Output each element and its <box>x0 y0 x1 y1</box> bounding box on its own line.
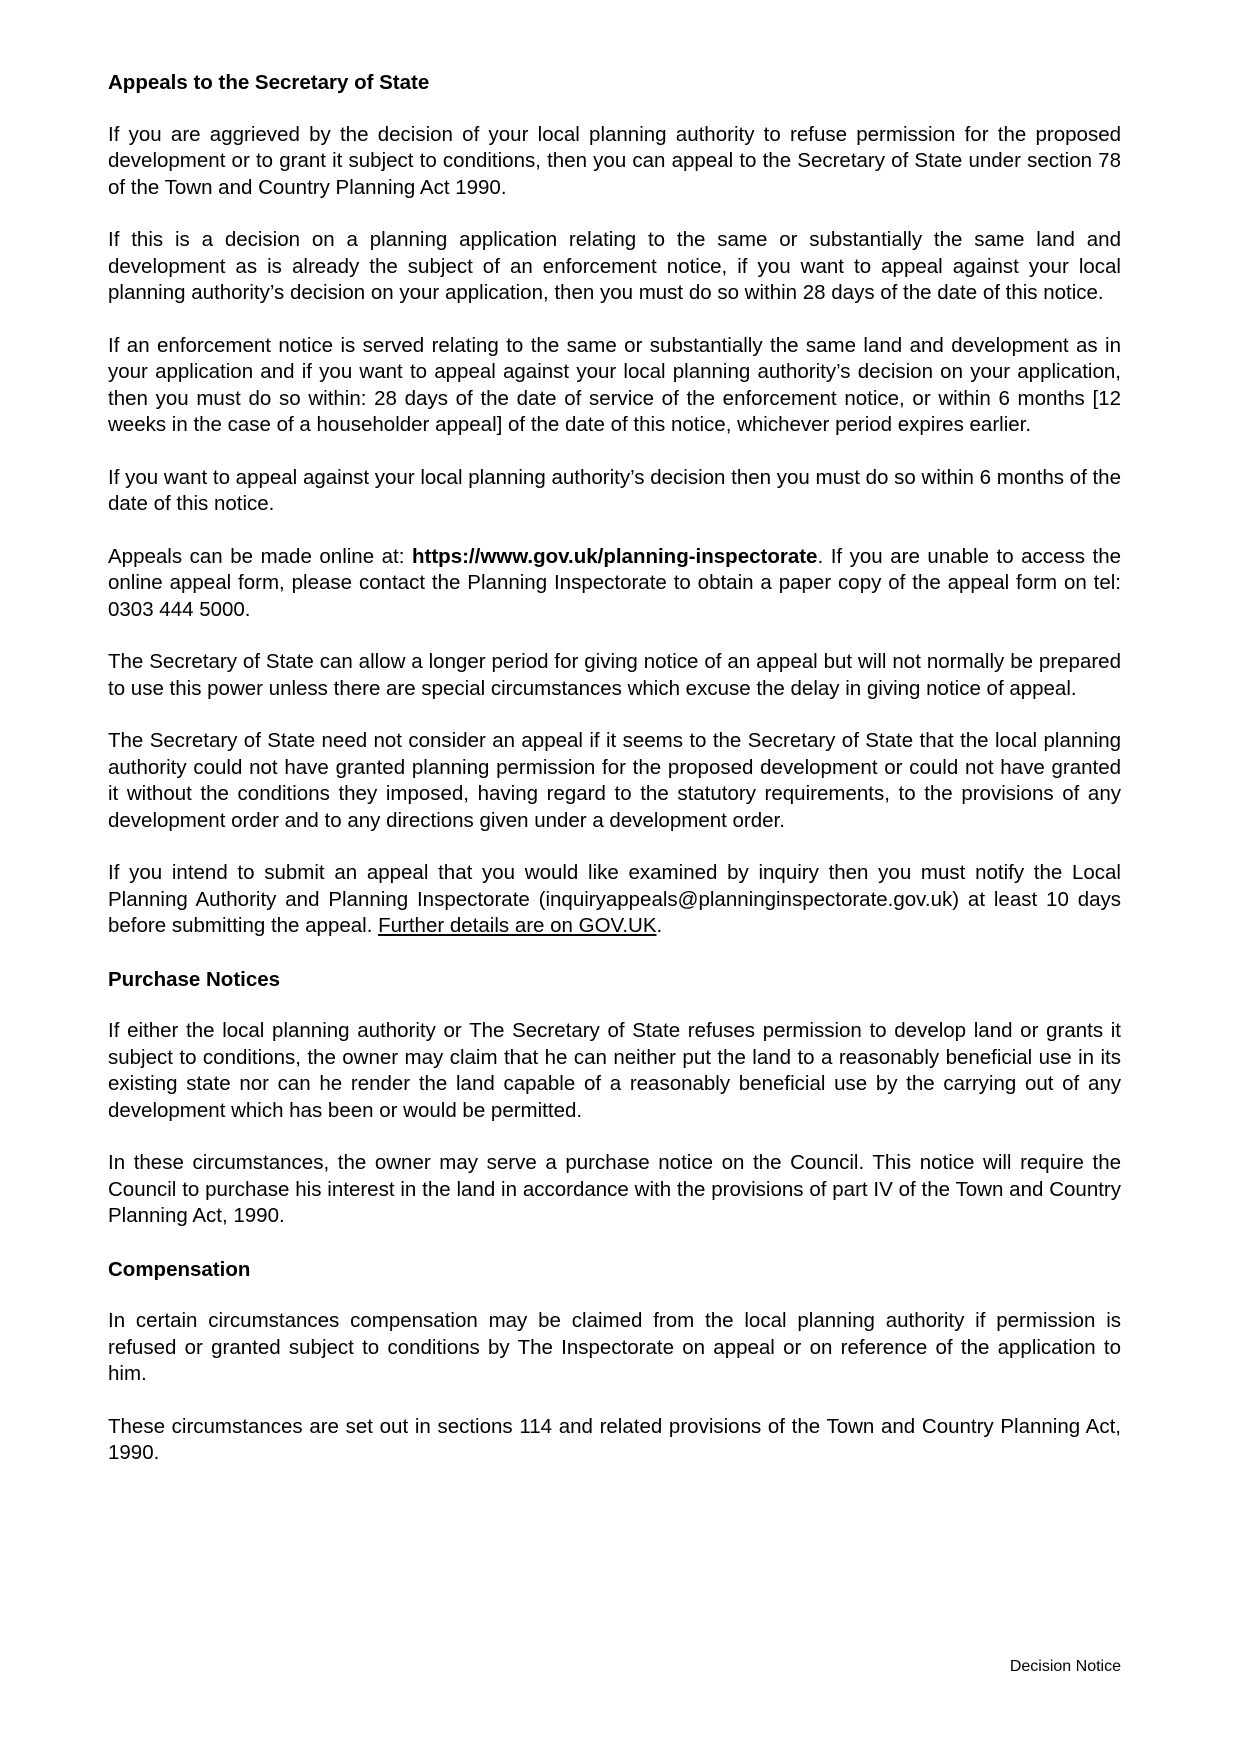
appeals-paragraph-6: The Secretary of State can allow a longer period for giving notice of an appeal but will not normally be prepared to use this power unless there are special circumstances which excuse the delay in giving notice of appeal. <box>108 650 1121 700</box>
appeals-online-text-after: . If you are unable to access the online appeal form, please contact the Planning Inspectorate to obtain a paper copy of the appeal form on tel: 0303 444 5000. <box>108 544 1122 621</box>
appeals-paragraph-7: The Secretary of State need not consider an appeal if it seems to the Secretary of State that the local planning authority could not have granted planning permission for the proposed development or could not have granted it without the conditions they imposed, having regard to the statutory requirements, to the provisions of any development order and to any directions given under a development order. <box>108 729 1121 832</box>
document-content <box>108 70 1121 1493</box>
appeals-paragraph-2: If this is a decision on a planning application relating to the same or substantially the same land and development as is already the subject of an enforcement notice, if you want to appeal against your local planning authority’s decision on your application, then you must do so within 28 days of the date of this notice. <box>108 228 1121 304</box>
planning-inspectorate-url[interactable]: https://www.gov.uk/planning-inspectorate <box>412 544 818 568</box>
compensation-paragraph-2: These circumstances are set out in sections 114 and related provisions of the Town and Country Planning Act, 1990. <box>108 1414 1121 1464</box>
appeals-paragraph-1: If you are aggrieved by the decision of your local planning authority to refuse permission for the proposed development or to grant it subject to conditions, then you can appeal to the Secretary of State under section 78 of the Town and Country Planning Act 1990. <box>108 122 1121 199</box>
section-heading-compensation: Compensation <box>108 1257 251 1281</box>
section-heading-appeals: Appeals to the Secretary of State <box>108 71 430 94</box>
appeals-online-text: Appeals can be made online at: <box>108 544 412 568</box>
section-heading-purchase-notices: Purchase Notices <box>108 967 281 991</box>
appeals-paragraph-5 <box>108 544 1121 624</box>
footer-decision-notice: Decision Notice <box>1009 1658 1121 1675</box>
appeals-paragraph-4: If you want to appeal against your local planning authority’s decision then you must do so within 6 months of the date of this notice. <box>108 465 1121 515</box>
appeals-inquiry-text: If you intend to submit an appeal that you would like examined by inquiry then you must notify the Local Planning Authority and Planning Inspectorate (inquiryappeals@planninginspectorate.gov.uk) at least 10 days before submitting the appeal. <box>108 861 1121 937</box>
gov-uk-details-link[interactable]: Further details are on GOV.UK <box>378 914 657 937</box>
appeals-inquiry-text-after: . <box>656 914 663 937</box>
purchase-notices-paragraph-2: In these circumstances, the owner may serve a purchase notice on the Council. This notice will require the Council to purchase his interest in the land in accordance with the provisions of part IV of the Town and Country Planning Act, 1990. <box>108 1151 1121 1227</box>
appeals-paragraph-3: If an enforcement notice is served relating to the same or substantially the same land and development as in your application and if you want to appeal against your local planning authority’s decision on your application, then you must do so within: 28 days of the date of service of the enforcement notice, or within 6 months [12 weeks in the case of a householder appeal] of the date of this notice, whichever period expires earlier. <box>108 333 1121 436</box>
compensation-paragraph-1: In certain circumstances compensation may be claimed from the local planning authority if permission is refused or granted subject to conditions by The Inspectorate on appeal or on reference of the application to him. <box>108 1309 1121 1385</box>
purchase-notices-paragraph-1: If either the local planning authority or The Secretary of State refuses permission to develop land or grants it subject to conditions, the owner may claim that he can neither put the land to a reasonably beneficial use in its existing state nor can he render the land capable of a reasonably beneficial use by the carrying out of any development which has been or would be permitted. <box>108 1019 1121 1122</box>
appeals-paragraph-8 <box>108 860 1121 940</box>
